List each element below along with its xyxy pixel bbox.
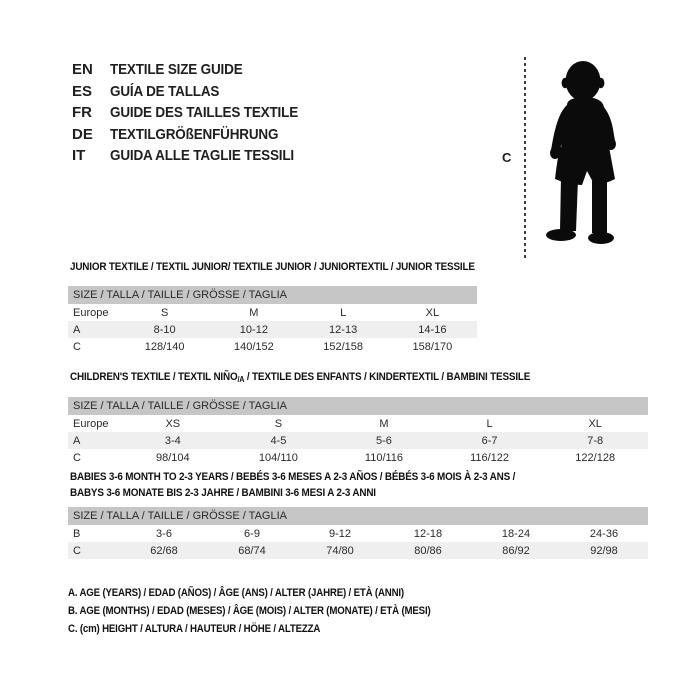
lang-label: TEXTILGRÖßENFÜHRUNG xyxy=(110,125,279,143)
cell: 12-13 xyxy=(299,321,388,338)
table-header-row xyxy=(68,397,648,415)
table-row xyxy=(68,449,648,466)
cell: 116/122 xyxy=(470,451,510,464)
table-row xyxy=(68,338,477,355)
cell: 140/152 xyxy=(233,340,274,353)
cell: 152/158 xyxy=(323,340,363,353)
cell: 104/110 xyxy=(258,451,298,464)
junior-table-section xyxy=(68,261,477,355)
lang-row-de xyxy=(72,124,319,146)
lang-row-es xyxy=(72,81,319,103)
cell: S xyxy=(274,417,283,430)
table-row xyxy=(68,304,477,321)
cell: 128/140 xyxy=(144,340,185,353)
cell: 3-4 xyxy=(120,432,226,449)
cell: 9-12 xyxy=(328,527,352,540)
lang-row-fr xyxy=(72,102,319,124)
row-label: B xyxy=(73,527,81,540)
table-row xyxy=(68,321,477,338)
table-row xyxy=(68,415,648,432)
cell: S xyxy=(160,306,169,319)
children-table-section xyxy=(68,371,648,466)
cell: 110/116 xyxy=(364,451,404,464)
lang-row-en xyxy=(72,59,319,81)
title-post: / TEXTILE DES ENFANTS / KINDERTEXTIL / BAMBINI TESSILE xyxy=(244,371,531,383)
cell: 24-36 xyxy=(589,527,619,540)
cell: 8-10 xyxy=(120,321,209,338)
lang-label: GUÍA DE TALLAS xyxy=(110,82,220,100)
note-age-years: A. AGE (YEARS) / EDAD (AÑOS) / ÂGE (ANS) / ALTER (JAHRE) / ETÀ (ANNI) xyxy=(68,587,404,599)
cell: 92/98 xyxy=(560,542,648,559)
children-table-title xyxy=(70,371,590,384)
note-height-cm: C. (cm) HEIGHT / ALTURA / HAUTEUR / HÖHE / ALTEZZA xyxy=(68,623,321,635)
babies-table-title xyxy=(70,469,648,501)
lang-label: GUIDA ALLE TAGLIE TESSILI xyxy=(110,147,295,164)
row-label: Europe xyxy=(73,417,109,430)
cell: 80/86 xyxy=(384,542,472,559)
cell: M xyxy=(249,306,259,319)
babies-table-section xyxy=(68,469,648,559)
cell: 12-18 xyxy=(413,527,443,540)
cell: 4-5 xyxy=(226,432,332,449)
babies-title-line1: BABIES 3-6 MONTH TO 2-3 YEARS / BEBÉS 3-6 MESES A 2-3 AÑOS / BÉBÉS 3-6 MOIS À 2-3 ANS / xyxy=(70,471,516,483)
table-row xyxy=(68,525,648,542)
title-subscript: /A xyxy=(237,375,245,384)
cell: M xyxy=(379,417,389,430)
row-label: A xyxy=(68,432,120,449)
cell: 86/92 xyxy=(472,542,560,559)
height-dashed-line xyxy=(524,57,526,258)
row-label: C xyxy=(73,451,81,464)
toddler-silhouette-icon xyxy=(534,55,638,264)
cell: 5-6 xyxy=(331,432,437,449)
lang-label: TEXTILE SIZE GUIDE xyxy=(110,61,243,78)
cell: L xyxy=(340,306,347,319)
cell: 74/80 xyxy=(296,542,384,559)
babies-table xyxy=(68,507,648,559)
lang-code: DE xyxy=(72,125,93,143)
row-label: Europe xyxy=(73,306,109,319)
cell: 6-9 xyxy=(244,527,260,540)
title-pre: CHILDREN'S TEXTILE / TEXTIL NIÑO xyxy=(70,371,238,383)
height-measure-label: C xyxy=(502,150,512,165)
table-row xyxy=(68,542,648,559)
lang-label: GUIDE DES TAILLES TEXTILE xyxy=(110,104,299,121)
lang-row-it xyxy=(72,145,319,167)
cell: 62/68 xyxy=(120,542,208,559)
cell: 158/170 xyxy=(412,340,453,353)
babies-title-line2: BABYS 3-6 MONATE BIS 2-3 JAHRE / BAMBINI 3-6 MESI A 2-3 ANNI xyxy=(70,487,376,499)
cell: 68/74 xyxy=(208,542,296,559)
cell: 6-7 xyxy=(437,432,543,449)
lang-code: IT xyxy=(72,147,86,164)
cell: 3-6 xyxy=(156,527,172,540)
lang-code: FR xyxy=(72,104,92,121)
size-header: SIZE / TALLA / TAILLE / GRÖSSE / TAGLIA xyxy=(68,507,648,525)
junior-table-title: JUNIOR TEXTILE / TEXTIL JUNIOR/ TEXTILE JUNIOR / JUNIORTEXTIL / JUNIOR TESSILE xyxy=(70,261,475,273)
table-header-row xyxy=(68,507,648,525)
cell: 18-24 xyxy=(501,527,531,540)
table-header-row xyxy=(68,286,477,304)
cell: XS xyxy=(165,417,181,430)
lang-code: ES xyxy=(72,82,93,100)
cell: L xyxy=(486,417,493,430)
legend-notes xyxy=(68,584,480,638)
cell: 7-8 xyxy=(542,432,648,449)
cell: 10-12 xyxy=(209,321,298,338)
row-label: A xyxy=(68,321,120,338)
cell: 98/104 xyxy=(155,451,190,464)
row-label: C xyxy=(73,340,81,353)
note-age-months: B. AGE (MONTHS) / EDAD (MESES) / ÂGE (MOIS) / ALTER (MONATE) / ETÀ (MESI) xyxy=(68,605,431,617)
cell: 122/128 xyxy=(575,451,616,464)
cell: 14-16 xyxy=(388,321,477,338)
cell: XL xyxy=(425,306,440,319)
children-table xyxy=(68,397,648,466)
junior-table xyxy=(68,286,477,355)
size-header: SIZE / TALLA / TAILLE / GRÖSSE / TAGLIA xyxy=(68,397,648,415)
size-header: SIZE / TALLA / TAILLE / GRÖSSE / TAGLIA xyxy=(68,286,477,304)
lang-code: EN xyxy=(72,61,93,78)
table-row xyxy=(68,432,648,449)
row-label: C xyxy=(68,542,120,559)
cell: XL xyxy=(588,417,602,430)
language-list xyxy=(72,59,319,167)
